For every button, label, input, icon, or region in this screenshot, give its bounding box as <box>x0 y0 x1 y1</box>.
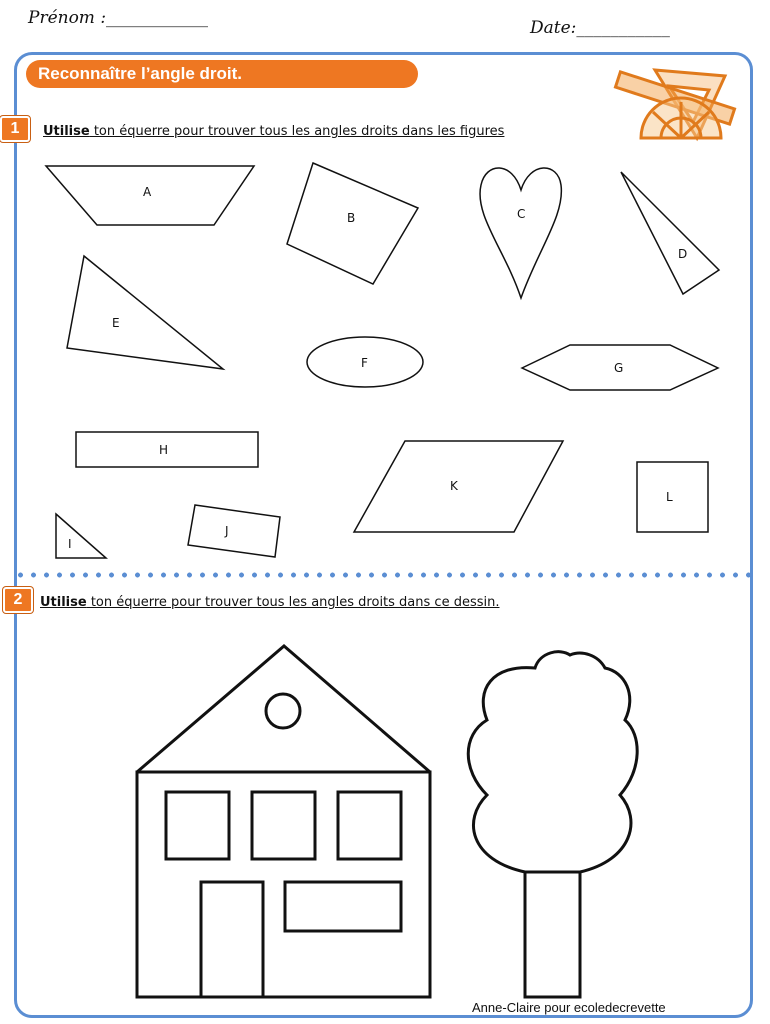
first-name-field: Prénom :____________ <box>28 8 209 28</box>
shape-label-a: A <box>143 185 152 199</box>
shape-label-g: G <box>614 361 624 375</box>
tree-trunk <box>525 872 580 997</box>
worksheet-title: Reconnaître l’angle droit. <box>26 60 418 88</box>
shape-label-h: H <box>159 443 169 457</box>
shape-label-j: J <box>225 524 229 538</box>
shape-label-c: C <box>517 207 526 221</box>
window-middle <box>252 792 315 859</box>
shape-label-k: K <box>450 479 458 493</box>
shape-label-l: L <box>666 490 673 504</box>
author-credit: Anne-Claire pour ecoledecrevette <box>472 1000 666 1015</box>
shape-label-i: I <box>68 537 72 551</box>
instruction-text: ton équerre pour trouver tous les angles droits dans ce dessin. <box>86 595 500 610</box>
wide-window <box>285 882 401 931</box>
instruction-text: ton équerre pour trouver tous les angles droits dans les figures <box>89 124 505 139</box>
instruction-verb: Utilise <box>43 124 90 139</box>
date-field: Date:___________ <box>530 18 670 38</box>
shape-label-e: E <box>112 316 120 330</box>
house-roof <box>137 646 430 772</box>
window-left <box>166 792 229 859</box>
instruction-verb: Utilise <box>40 595 87 610</box>
shape-label-d: D <box>678 247 688 261</box>
door <box>201 882 263 997</box>
exercise-number-1: 1 <box>0 116 30 142</box>
shape-label-b: B <box>347 211 356 225</box>
window-right <box>338 792 401 859</box>
exercise-number-2: 2 <box>3 587 33 613</box>
tree-crown <box>468 652 637 872</box>
attic-window <box>266 694 300 728</box>
shape-label-f: F <box>361 356 368 370</box>
